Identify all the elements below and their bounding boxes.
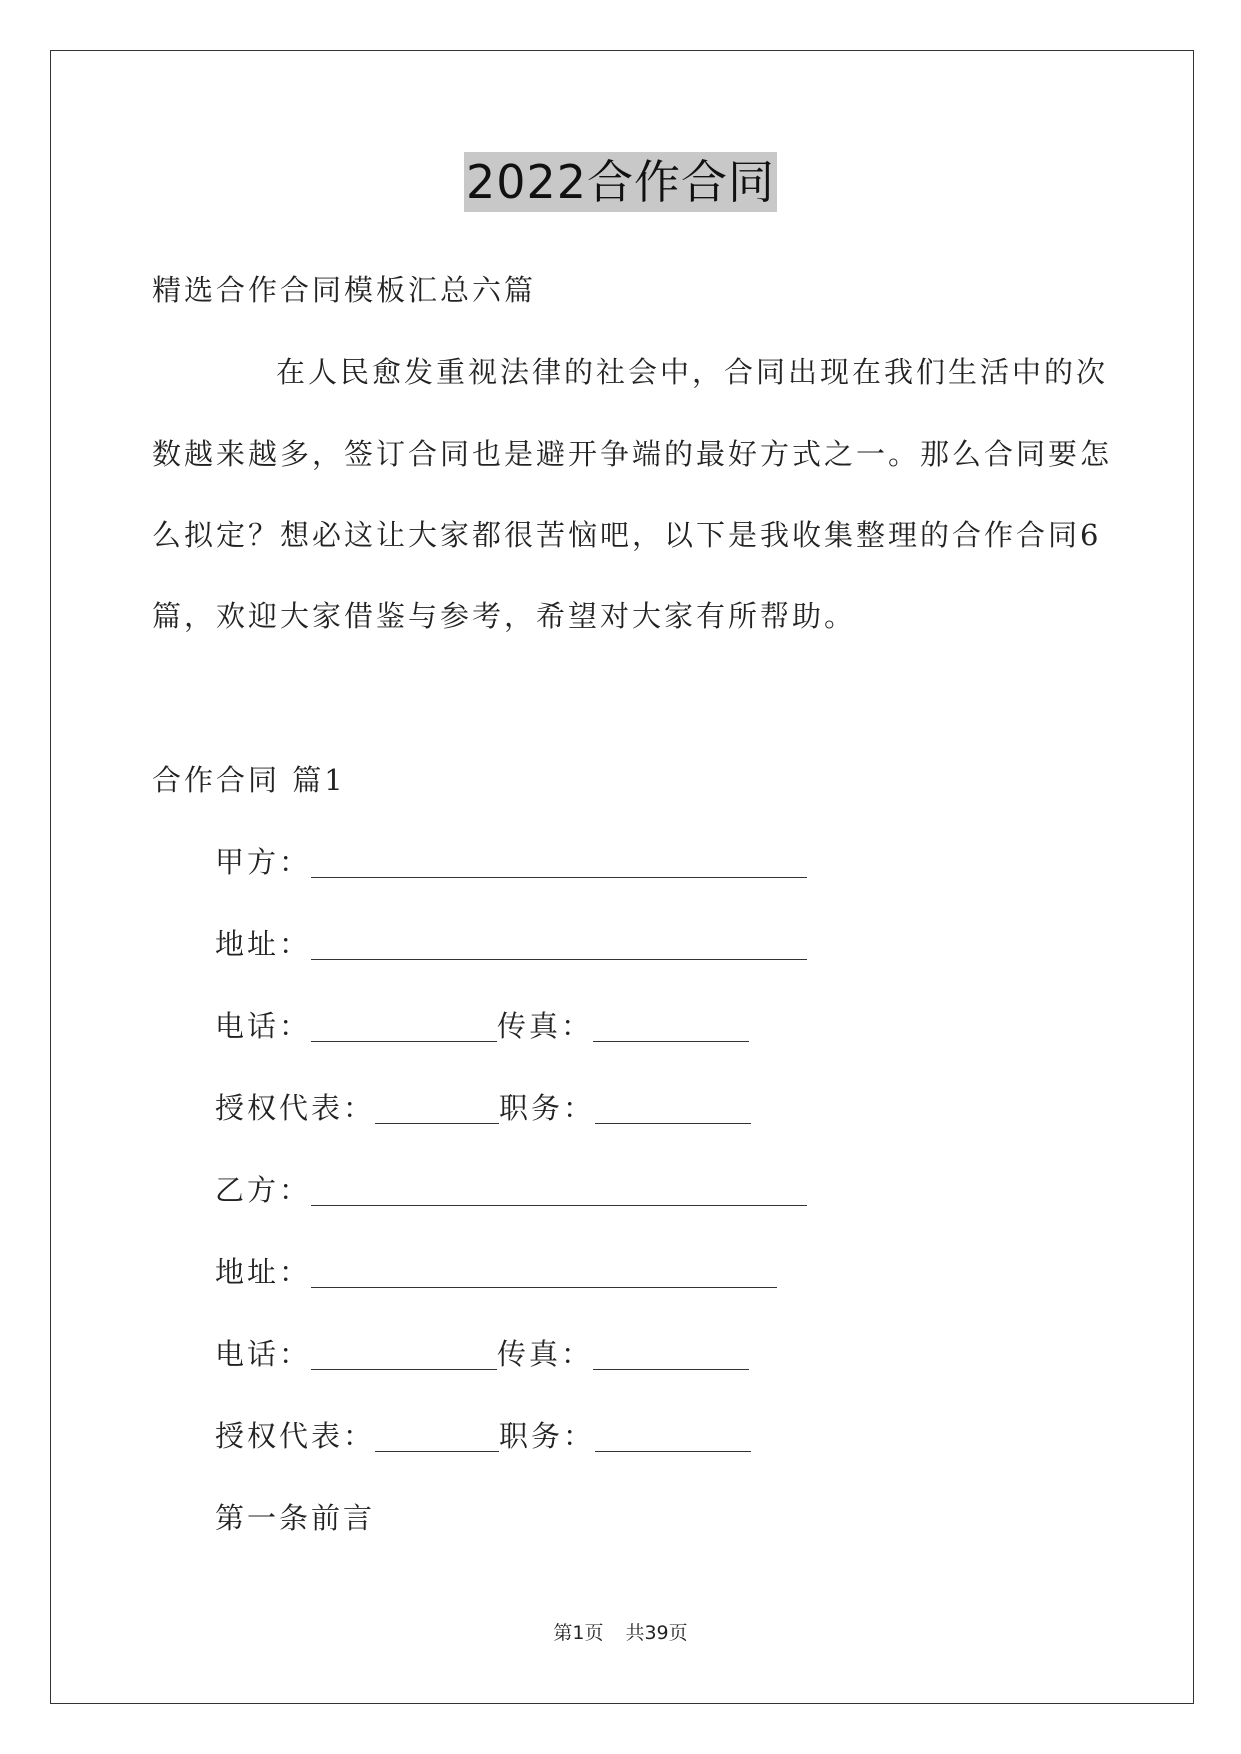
- party-a-contact-row: [215, 1006, 749, 1046]
- party-a-address-blank: [311, 927, 807, 960]
- party-b-position-blank: [595, 1419, 751, 1452]
- party-b-contact-row: [215, 1334, 749, 1374]
- footer-page-prefix: 第: [553, 1622, 573, 1644]
- party-b-name-row: [215, 1170, 807, 1210]
- title-wrapper: [0, 152, 1241, 212]
- party-b-phone-blank: [311, 1337, 497, 1370]
- party-b-address-label: 地址：: [215, 1255, 312, 1289]
- footer-page-suffix: 页: [584, 1622, 604, 1644]
- party-a-rep-label: 授权代表：: [215, 1091, 376, 1125]
- party-b-name-label: 乙方：: [215, 1173, 312, 1207]
- party-a-rep-blank: [375, 1091, 499, 1124]
- intro-line-4: 篇，欢迎大家借鉴与参考，希望对大家有所帮助。: [152, 599, 857, 633]
- document-subtitle: 精选合作合同模板汇总六篇: [152, 273, 537, 307]
- party-b-phone-label: 电话：: [215, 1337, 312, 1371]
- party-b-address-row: [215, 1252, 777, 1292]
- party-a-rep-row: [215, 1088, 751, 1128]
- party-b-fax-blank: [593, 1337, 749, 1370]
- intro-line-2: 数越来越多，签订合同也是避开争端的最好方式之一。那么合同要怎: [152, 437, 1113, 471]
- party-b-rep-label: 授权代表：: [215, 1419, 376, 1453]
- party-b-name-blank: [311, 1173, 807, 1206]
- party-a-address-label: 地址：: [215, 927, 312, 961]
- section-heading: 合作合同 篇1: [152, 763, 346, 797]
- party-b-position-label: 职务：: [499, 1419, 596, 1453]
- party-a-phone-label: 电话：: [215, 1009, 312, 1043]
- intro-line-1: 在人民愈发重视法律的社会中，合同出现在我们生活中的次: [276, 355, 1109, 389]
- footer-total-pages: 39: [644, 1622, 669, 1644]
- footer-page-number: 1: [572, 1622, 585, 1644]
- party-a-name-row: [215, 842, 807, 882]
- party-a-address-row: [215, 924, 807, 964]
- intro-line-3: 么拟定？想必这让大家都很苦恼吧，以下是我收集整理的合作合同6: [152, 518, 1102, 552]
- footer-total-prefix: 共: [625, 1622, 645, 1644]
- party-a-name-blank: [311, 845, 807, 878]
- party-a-phone-blank: [311, 1009, 497, 1042]
- party-a-position-label: 职务：: [499, 1091, 596, 1125]
- party-b-address-blank: [311, 1255, 777, 1288]
- party-a-position-blank: [595, 1091, 751, 1124]
- party-b-rep-blank: [375, 1419, 499, 1452]
- footer-total-suffix: 页: [668, 1622, 688, 1644]
- page-footer: [0, 1620, 1241, 1646]
- party-a-fax-label: 传真：: [497, 1009, 594, 1043]
- article-heading: 第一条前言: [215, 1501, 376, 1535]
- party-a-name-label: 甲方：: [215, 845, 312, 879]
- party-a-fax-blank: [593, 1009, 749, 1042]
- document-title: 2022合作合同: [464, 152, 777, 212]
- party-b-rep-row: [215, 1416, 751, 1456]
- party-b-fax-label: 传真：: [497, 1337, 594, 1371]
